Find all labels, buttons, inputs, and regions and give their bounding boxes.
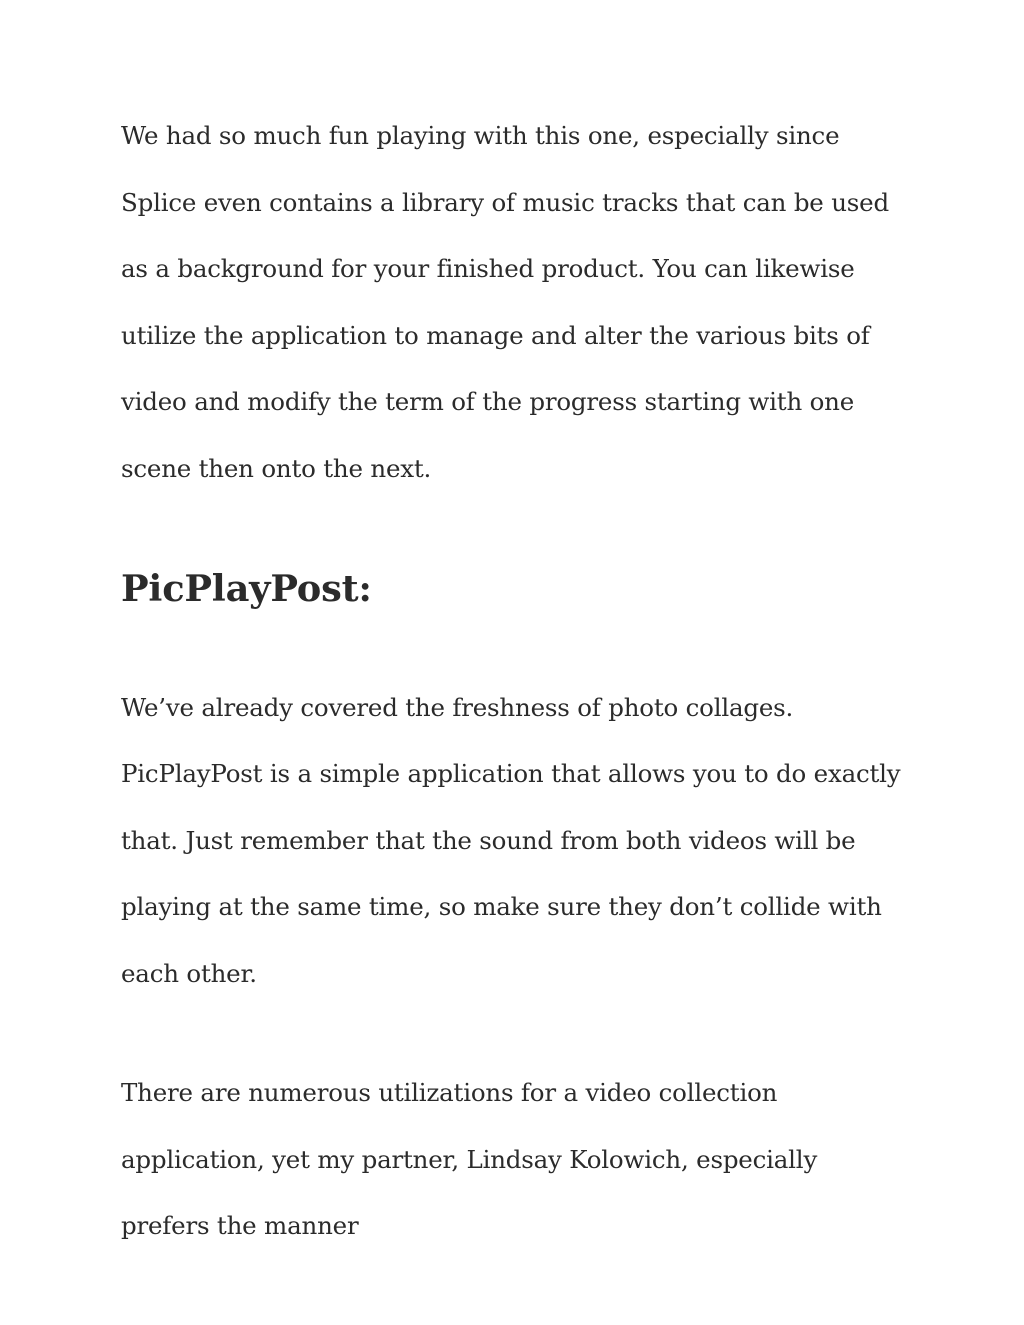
paragraph-splice-description: We had so much fun playing with this one, especially since Splice even contains a library of music tracks that can be used as a background for your finished product. You can likewise utilize the application to manage and alter the various bits of video and modify the term of the progress starting with one scene then onto the next. bbox=[121, 121, 889, 483]
paragraph-picplaypost-description: We’ve already covered the freshness of photo collages. PicPlayPost is a simple application that allows you to do exactly that. Just remember that the sound from both videos will be playing at the same time, so make sure they don’t collide with each other. bbox=[121, 692, 901, 988]
document-body bbox=[121, 103, 911, 1260]
paragraph-video-collection-uses: There are numerous utilizations for a video collection application, yet my partner, Lindsay Kolowich, especially prefers the manner bbox=[121, 1078, 818, 1240]
section-heading-picplaypost: PicPlayPost: bbox=[121, 566, 372, 610]
